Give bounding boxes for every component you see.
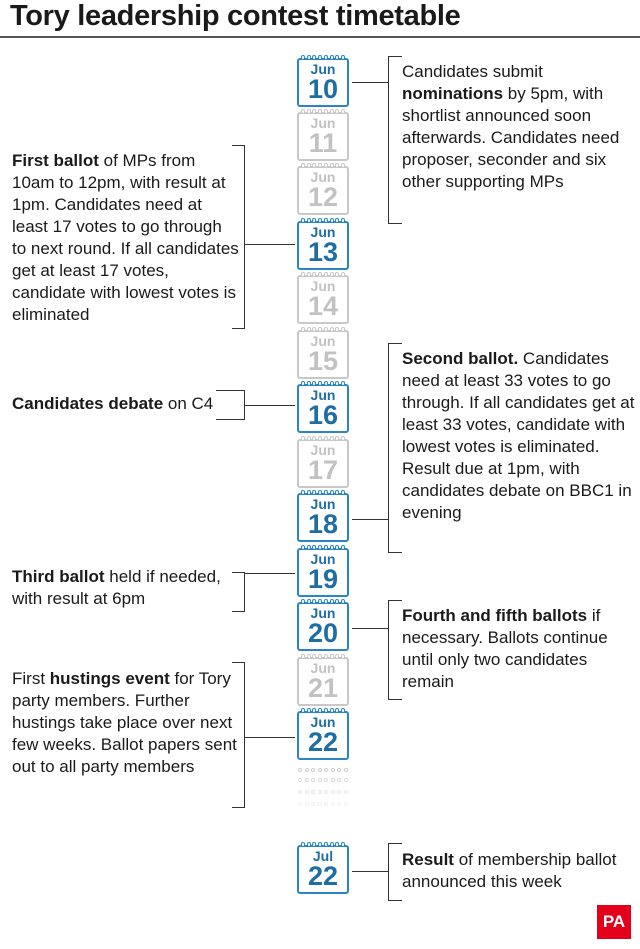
connector-debate bbox=[245, 405, 295, 406]
event-debate bbox=[12, 393, 242, 415]
event-result bbox=[402, 849, 638, 893]
bracket-result bbox=[388, 843, 402, 901]
bracket-first-ballot bbox=[232, 145, 245, 329]
calendar-date-icon bbox=[297, 163, 349, 213]
event-text: of membership ballot announced this week bbox=[402, 850, 617, 891]
event-text: Candidates submit bbox=[402, 62, 543, 81]
connector-nominations bbox=[352, 82, 388, 83]
calendar-date-icon bbox=[297, 599, 349, 649]
event-text: for Tory party members. Further hustings take place over next few weeks. Ballot papers sent out to all party members bbox=[12, 669, 237, 776]
bracket-debate bbox=[216, 390, 245, 420]
event-text: First bbox=[12, 669, 50, 688]
calendar-month: Jun bbox=[310, 605, 336, 621]
bracket-third-ballot bbox=[232, 572, 245, 612]
calendar-date-icon bbox=[297, 55, 349, 105]
calendar-month: Jun bbox=[310, 551, 336, 567]
event-highlight: First ballot bbox=[12, 151, 99, 170]
event-second-ballot bbox=[402, 348, 638, 524]
calendar-date-icon bbox=[297, 654, 349, 704]
calendar-month: Jun bbox=[310, 714, 336, 730]
event-third-ballot bbox=[12, 566, 244, 610]
calendar-day: 14 bbox=[307, 291, 339, 321]
bracket-second-ballot bbox=[388, 343, 402, 553]
event-text: Candidates need at least 33 votes to go through. If all candidates get at least 33 votes, candidate with lowest votes is eliminated. Result due at 1pm, with candidates debate on BBC1 in evening bbox=[402, 349, 635, 522]
calendar-date-icon bbox=[297, 708, 349, 758]
calendar-month: Jun bbox=[310, 115, 336, 131]
calendar-day: 22 bbox=[307, 861, 339, 891]
calendar-day: 13 bbox=[307, 237, 339, 267]
event-highlight: Result bbox=[402, 850, 454, 869]
calendar-month: Jun bbox=[310, 660, 336, 676]
calendar-day: 17 bbox=[307, 455, 339, 485]
event-text: if necessary. Ballots continue until only two candidates remain bbox=[402, 606, 608, 691]
calendar-day: 19 bbox=[307, 564, 339, 594]
calendar-day: 11 bbox=[308, 128, 338, 158]
calendar-day: 18 bbox=[307, 509, 339, 539]
event-text: on C4 bbox=[163, 394, 214, 413]
calendar-date-icon bbox=[297, 218, 349, 268]
calendar-date-icon bbox=[297, 436, 349, 486]
connector-first-ballot bbox=[245, 244, 295, 245]
event-first-ballot bbox=[12, 150, 240, 326]
calendar-day: 10 bbox=[307, 74, 339, 104]
calendar-month: Jun bbox=[310, 278, 336, 294]
calendar-day: 15 bbox=[307, 346, 339, 376]
event-text: held if needed, with result at 6pm bbox=[12, 567, 221, 608]
calendar-day: 12 bbox=[307, 182, 339, 212]
calendar-month: Jun bbox=[310, 442, 336, 458]
calendar-date-icon bbox=[297, 109, 349, 159]
calendar-day: 20 bbox=[307, 618, 339, 648]
calendar-month: Jun bbox=[310, 224, 336, 240]
event-highlight: hustings event bbox=[49, 669, 170, 688]
page-title: Tory leadership contest timetable bbox=[10, 0, 461, 32]
event-hustings bbox=[12, 668, 242, 778]
event-highlight: Third ballot bbox=[12, 567, 105, 586]
calendar-date-icon bbox=[297, 327, 349, 377]
calendar-day: 21 bbox=[307, 673, 339, 703]
bracket-fourth-fifth bbox=[388, 600, 402, 700]
connector-fourth-fifth bbox=[352, 628, 388, 629]
calendar-date-icon bbox=[297, 842, 349, 892]
connector-result bbox=[352, 871, 388, 872]
bracket-nominations bbox=[388, 56, 402, 224]
event-highlight: Candidates debate bbox=[12, 394, 164, 413]
timeline-gap-marker bbox=[297, 802, 349, 807]
timeline-gap-marker bbox=[297, 778, 349, 783]
timeline-gap-marker bbox=[297, 768, 349, 773]
calendar-month: Jun bbox=[310, 333, 336, 349]
connector-hustings bbox=[245, 737, 295, 738]
event-text: of MPs from 10am to 12pm, with result at 1pm. Candidates need at least 17 votes to go through to next round. If all candidates get at least 17 votes, candidate with lowest votes is eliminated bbox=[12, 151, 239, 324]
calendar-day: 22 bbox=[307, 727, 339, 757]
calendar-month: Jul bbox=[312, 848, 334, 864]
pa-logo: PA bbox=[597, 905, 631, 939]
connector-second-ballot bbox=[352, 519, 388, 520]
calendar-day: 16 bbox=[307, 400, 339, 430]
event-nominations bbox=[402, 61, 638, 193]
calendar-date-icon bbox=[297, 272, 349, 322]
calendar-date-icon bbox=[297, 545, 349, 595]
event-highlight: nominations bbox=[402, 84, 504, 103]
event-highlight: Second ballot. bbox=[402, 349, 519, 368]
event-highlight: Fourth and fifth ballots bbox=[402, 606, 588, 625]
calendar-date-icon bbox=[297, 381, 349, 431]
title-rule bbox=[0, 36, 640, 38]
calendar-month: Jun bbox=[310, 169, 336, 185]
calendar-month: Jun bbox=[310, 61, 336, 77]
event-fourth-fifth-ballots bbox=[402, 605, 638, 693]
calendar-month: Jun bbox=[310, 496, 336, 512]
calendar-date-icon bbox=[297, 490, 349, 540]
event-text: by 5pm, with shortlist announced soon afterwards. Candidates need proposer, seconder and six other supporting MPs bbox=[402, 84, 620, 191]
calendar-month: Jun bbox=[310, 387, 336, 403]
timeline-gap-marker bbox=[297, 790, 349, 795]
connector-third-ballot bbox=[245, 573, 295, 574]
bracket-hustings bbox=[232, 662, 245, 808]
